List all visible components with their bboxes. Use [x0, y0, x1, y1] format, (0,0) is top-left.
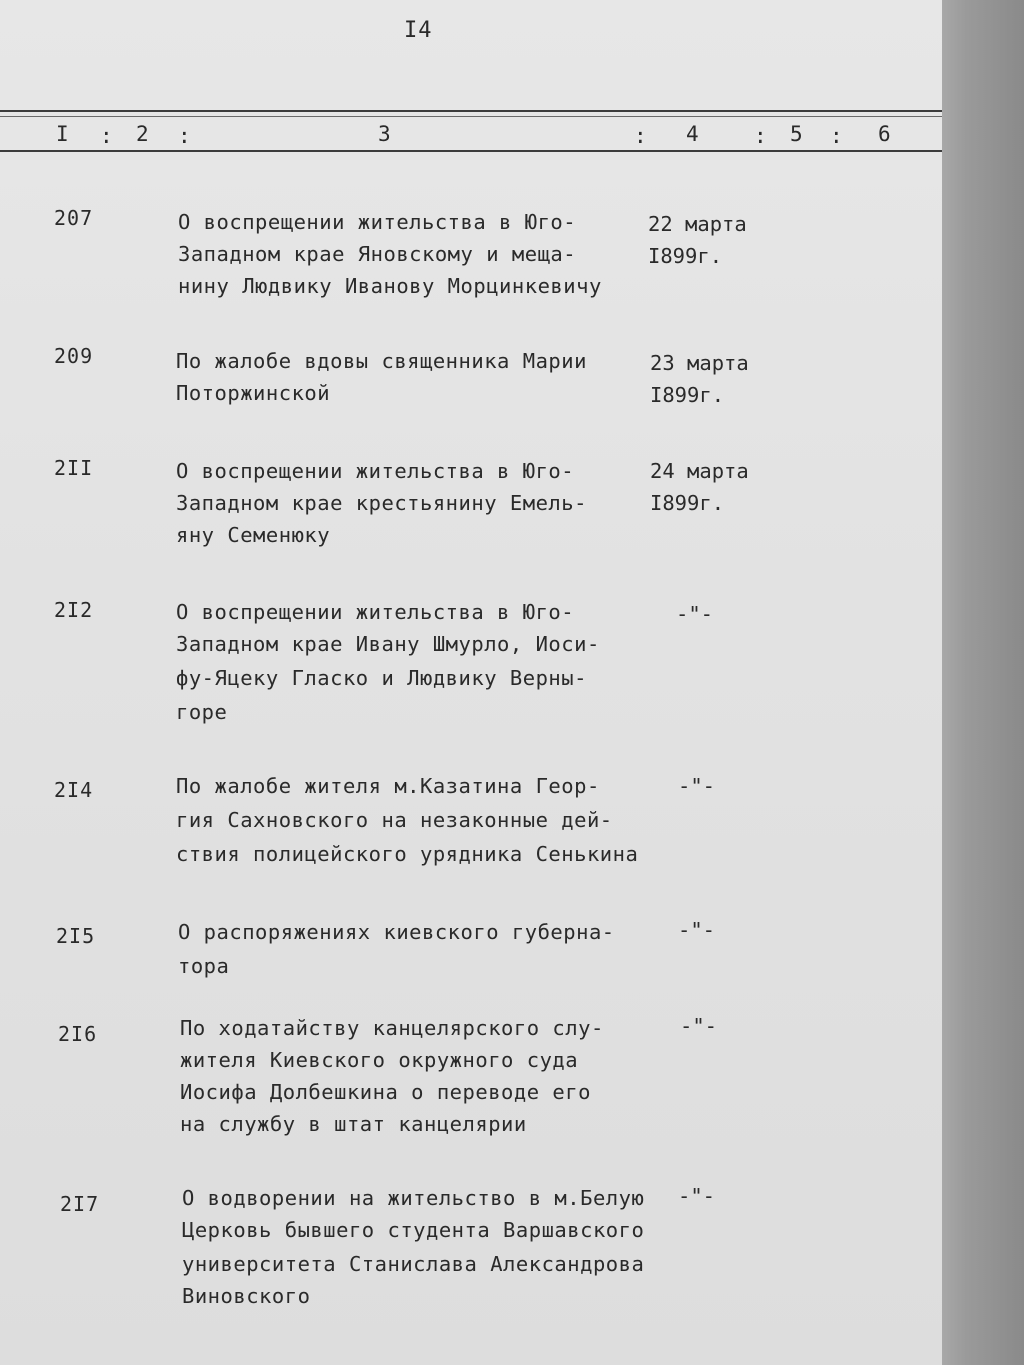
column-header-6: 6: [878, 122, 891, 146]
entry-date-line: I899г.: [648, 244, 723, 268]
entry-number: 2I6: [58, 1022, 98, 1046]
column-separator: :: [830, 124, 843, 148]
entry-ditto-mark: -"-: [678, 774, 716, 798]
entry-number: 2I7: [60, 1192, 100, 1216]
column-header-1: I: [56, 122, 69, 146]
column-separator: :: [178, 124, 191, 148]
column-separator: :: [100, 124, 113, 148]
column-separator: :: [634, 124, 647, 148]
column-header-2: 2: [136, 122, 149, 146]
entry-description-line: По жалобе вдовы священника Марии: [176, 349, 587, 373]
entry-description-line: Иосифа Долбешкина о переводе его: [180, 1080, 591, 1104]
entry-number: 2II: [54, 456, 94, 480]
column-header-4: 4: [686, 122, 699, 146]
entry-description-line: О распоряжениях киевского губерна-: [178, 920, 615, 944]
entry-ditto-mark: -"-: [678, 918, 716, 942]
entry-description-line: О водворении на жительство в м.Белую: [182, 1186, 645, 1210]
entry-date-line: 23 марта: [650, 351, 749, 375]
entry-description-line: нину Людвику Иванову Морцинкевичу: [178, 274, 602, 298]
entry-number: 2I5: [56, 924, 96, 948]
entry-description-line: О воспрещении жительства в Юго-: [176, 459, 575, 483]
entry-number: 207: [54, 206, 94, 230]
entry-description-line: Виновского: [182, 1284, 311, 1308]
entry-description-line: гия Сахновского на незаконные дей-: [176, 808, 613, 832]
entry-description-line: ствия полицейского урядника Сенькина: [176, 842, 639, 866]
entry-description-line: Западном крае Ивану Шмурло, Иоси-: [176, 632, 600, 656]
entry-number: 2I2: [54, 598, 94, 622]
entry-date-line: 24 марта: [650, 459, 749, 483]
entry-description-line: на службу в штат канцелярии: [180, 1112, 527, 1136]
entry-description-line: университета Станислава Александрова: [182, 1252, 645, 1276]
entry-description-line: По жалобе жителя м.Казатина Геор-: [176, 774, 600, 798]
page-edge-shadow: [942, 0, 1024, 1365]
entry-description-line: горе: [176, 700, 228, 724]
entry-description-line: Западном крае Яновскому и меща-: [178, 242, 577, 266]
entry-ditto-mark: -"-: [678, 1184, 716, 1208]
header-rule-top-inner: [0, 116, 942, 117]
column-header-5: 5: [790, 122, 803, 146]
column-separator: :: [754, 124, 767, 148]
header-rule-bottom: [0, 150, 942, 152]
page-number: I4: [404, 18, 433, 43]
entry-description-line: фу-Яцеку Гласко и Людвику Верны-: [176, 666, 587, 690]
entry-number: 2I4: [54, 778, 94, 802]
entry-ditto-mark: -"-: [676, 602, 714, 626]
entry-date-line: I899г.: [650, 383, 725, 407]
column-header-3: 3: [378, 122, 391, 146]
header-rule-top: [0, 110, 942, 112]
entry-description-line: тора: [178, 954, 230, 978]
entry-number: 209: [54, 344, 94, 368]
entry-description-line: О воспрещении жительства в Юго-: [176, 600, 575, 624]
entry-description-line: яну Семенюку: [176, 523, 331, 547]
entry-description-line: По ходатайству канцелярского слу-: [180, 1016, 604, 1040]
entry-date-line: 22 марта: [648, 212, 747, 236]
entry-date-line: I899г.: [650, 491, 725, 515]
entry-description-line: Западном крае крестьянину Емель-: [176, 491, 587, 515]
entry-description-line: Церковь бывшего студента Варшавского: [182, 1218, 645, 1242]
entry-description-line: Поторжинской: [176, 381, 331, 405]
entry-ditto-mark: -"-: [680, 1014, 718, 1038]
entry-description-line: жителя Киевского окружного суда: [180, 1048, 579, 1072]
entry-description-line: О воспрещении жительства в Юго-: [178, 210, 577, 234]
